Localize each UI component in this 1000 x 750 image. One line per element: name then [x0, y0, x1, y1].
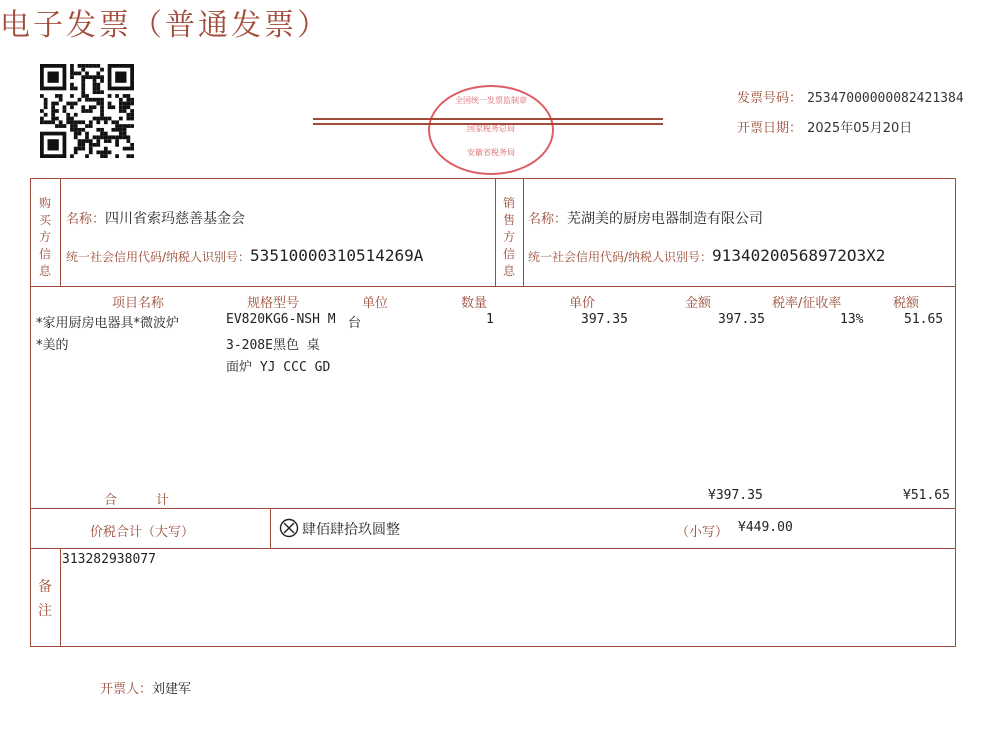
seller-side-char: 信: [502, 247, 515, 261]
buyer-name: [66, 208, 245, 228]
item-tax: 51.65: [904, 312, 944, 327]
item-amount: 397.35: [718, 312, 765, 327]
invoice-number-value: 25347000000082421384: [807, 91, 964, 106]
buyer-side-char: 方: [38, 230, 51, 244]
col-header-price: 单价: [569, 296, 596, 311]
stamp-top-text: 全国统一发票监制章: [455, 96, 527, 105]
col-header-rate: 税率/征收率: [772, 296, 842, 311]
seller-name: [528, 208, 763, 228]
item-spec-line: 面炉 YJ CCC GD: [226, 360, 331, 375]
qr-code: [40, 64, 134, 158]
remarks-label-divider: [60, 548, 61, 647]
seller-side-char: 售: [502, 213, 515, 227]
seller-tax-id: [528, 246, 885, 265]
seller-side-char: 销: [502, 196, 515, 210]
total-tax: ¥51.65: [903, 488, 950, 503]
issuer: [100, 678, 191, 697]
divider-parties: [30, 286, 956, 287]
stamp-middle-text: 国家税务总局: [467, 124, 515, 133]
buyer-tax-value: 53510000310514269A: [250, 246, 424, 265]
issuer-label: 开票人：: [100, 682, 153, 697]
issue-date-value: 2025年05月20日: [807, 121, 913, 136]
seller-name-label: 名称：: [528, 212, 568, 227]
remarks-text: 313282938077: [62, 552, 156, 567]
tax-seal-stamp: [428, 85, 554, 175]
divider-total: [30, 508, 956, 509]
col-header-amount: 金额: [685, 296, 712, 311]
seller-tax-label: 统一社会信用代码/纳税人识别号：: [528, 250, 713, 264]
buyer-name-label: 名称：: [66, 212, 106, 227]
seller-side-char: 息: [502, 264, 515, 278]
divider-remarks: [30, 548, 956, 549]
issuer-name: 刘建军: [152, 682, 192, 697]
seller-tax-value: 91340200568972O3X2: [712, 246, 886, 265]
buyer-seller-divider: [495, 178, 496, 286]
item-qty: 1: [486, 312, 494, 327]
total-small-value: ¥449.00: [738, 520, 793, 535]
seller-label-divider: [523, 178, 524, 286]
total-label: 合 计: [104, 493, 170, 508]
buyer-side-char: 信: [38, 247, 51, 261]
seller-side-label: [499, 195, 519, 280]
buyer-side-char: 买: [38, 213, 51, 227]
item-unit: 台: [348, 316, 362, 331]
seller-side-char: 方: [502, 230, 515, 244]
circle-x-icon: [279, 518, 299, 538]
remarks-side-char: 注: [38, 603, 52, 619]
issue-date-label: 开票日期：: [737, 121, 803, 136]
invoice-title: 电子发票（普通发票）: [0, 8, 330, 43]
col-header-tax: 税额: [893, 296, 920, 311]
buyer-tax-label: 统一社会信用代码/纳税人识别号：: [66, 250, 251, 264]
buyer-name-value: 四川省索玛慈善基金会: [105, 211, 246, 227]
item-name-line: *美的: [36, 338, 69, 353]
total-words-label: 价税合计（大写）: [90, 525, 195, 540]
total-amount: ¥397.35: [708, 488, 763, 503]
col-header-name: 项目名称: [112, 296, 165, 311]
col-header-qty: 数量: [461, 296, 488, 311]
total-words-divider: [270, 508, 271, 548]
total-words-value: 肆佰肆拾玖圆整: [302, 522, 400, 538]
item-rate: 13%: [840, 312, 864, 327]
buyer-label-divider: [60, 178, 61, 286]
seller-name-value: 芜湖美的厨房电器制造有限公司: [567, 211, 764, 227]
item-name-line: *家用厨房电器具*微波炉: [36, 316, 180, 331]
buyer-side-char: 购: [38, 196, 51, 210]
remarks-side-label: [35, 575, 55, 623]
invoice-number: [737, 87, 964, 106]
total-small-label: （小写）: [676, 525, 729, 540]
remarks-side-char: 备: [38, 579, 52, 595]
buyer-tax-id: [66, 246, 423, 265]
stamp-bottom-text: 安徽省税务局: [467, 148, 515, 157]
buyer-side-label: [35, 195, 55, 280]
invoice-number-label: 发票号码：: [737, 91, 803, 106]
col-header-spec: 规格型号: [247, 296, 300, 311]
issue-date: [737, 117, 912, 136]
col-header-unit: 单位: [362, 296, 389, 311]
item-price: 397.35: [581, 312, 628, 327]
item-spec-line: 3-208E黑色 桌: [226, 338, 320, 353]
item-spec-line: EV820KG6-NSH M: [226, 312, 336, 327]
buyer-side-char: 息: [38, 264, 51, 278]
